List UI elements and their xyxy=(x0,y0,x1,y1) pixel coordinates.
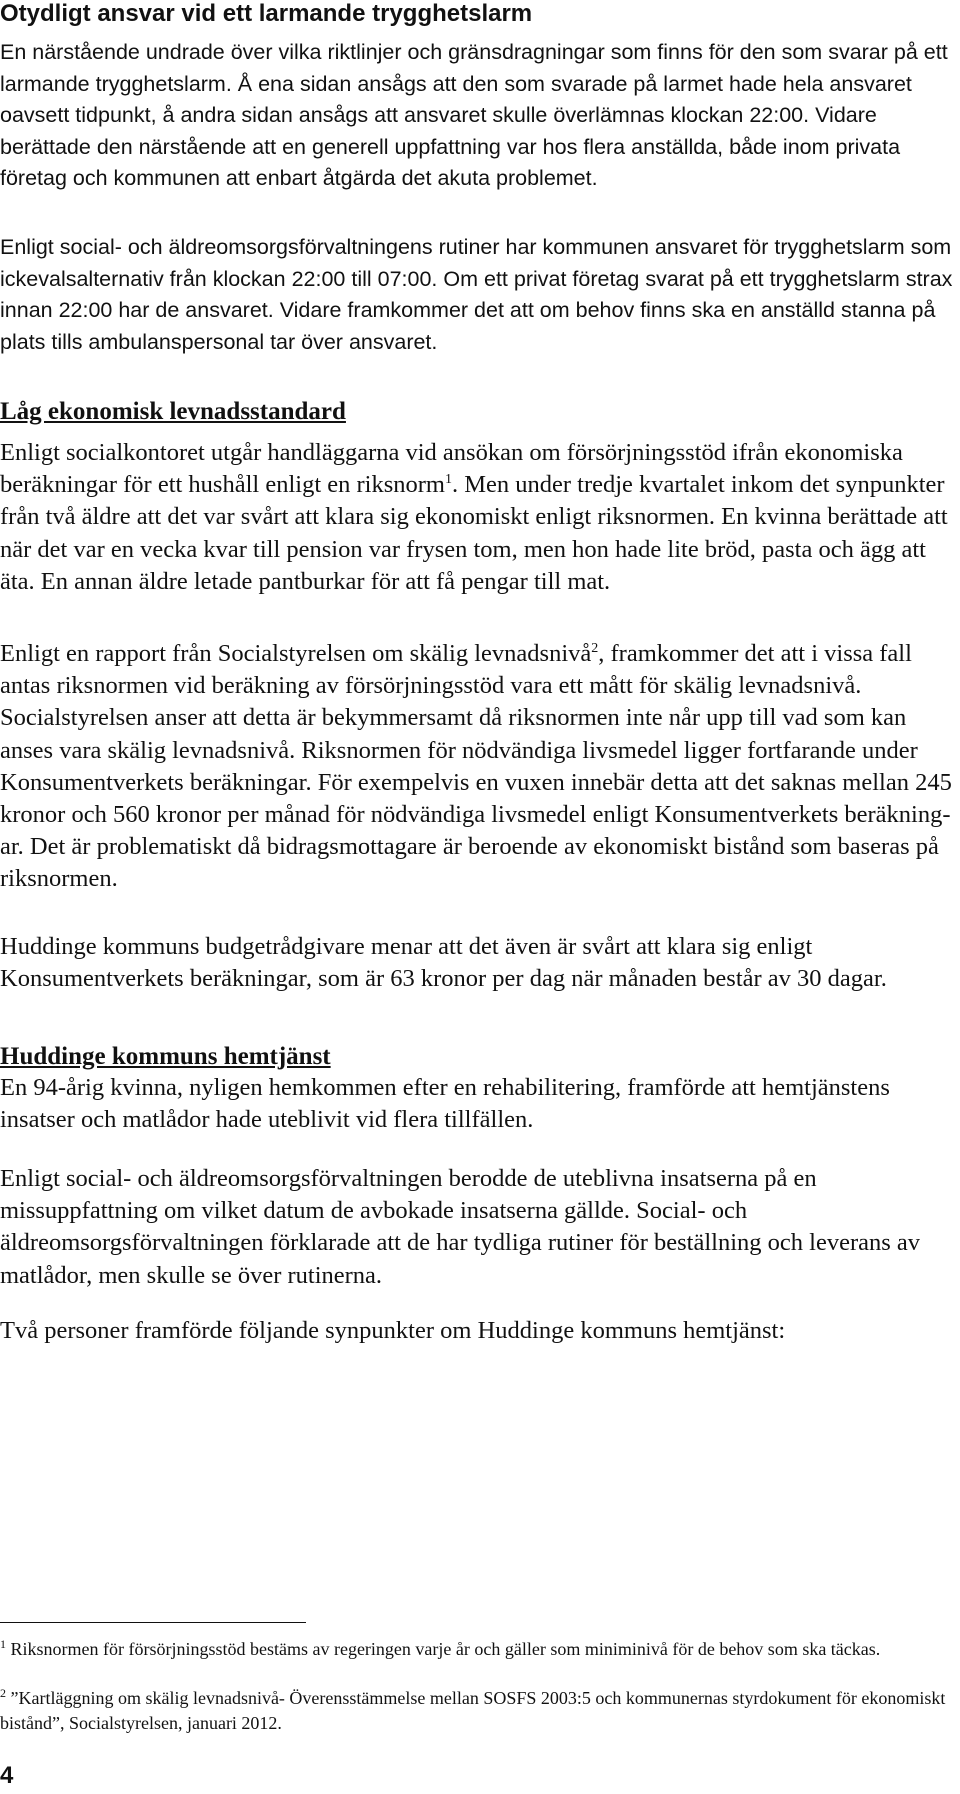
footnote-2 xyxy=(0,1686,955,1735)
section-heading-alarm: Otydligt ansvar vid ett larmande trygghetslarm xyxy=(0,0,533,27)
paragraph-text: . Men under tredje kvartalet inkom det synpunkter från två äldre att det var svårt att klara sig ekonomiskt enligt riksnormen. En kvinna berättade att när det var en vecka kvar till pension var frysen tom, men hon hade lite bröd, pasta och ägg att äta. En annan äldre letade pantburkar för att få pengar till mat. xyxy=(0,471,948,595)
paragraph-text: Enligt en rapport från Socialstyrelsen om skälig levnadsnivå xyxy=(0,640,592,667)
paragraph-homecare-1: En 94-årig kvinna, nyligen hemkommen efter en rehabilitering, framförde att hemtjänstens insatser och matlådor hade uteblivit vid flera tillfällen. xyxy=(0,1074,890,1134)
paragraph-economy-2 xyxy=(0,638,955,896)
paragraph-text: Enligt socialkontoret utgår handläggarna vid ansökan om försörjningsstöd ifrån ekonomiska beräkningar för ett hushåll enligt en riksnorm xyxy=(0,439,903,499)
footnote-text: Riksnormen för försörjningsstöd bestäms av regeringen varje år och gäller som miniminivå för de behov som ska täckas. xyxy=(6,1639,881,1659)
paragraph-homecare-3: Två personer framförde följande synpunkter om Huddinge kommuns hemtjänst: xyxy=(0,1317,786,1344)
footnote-number: 2 xyxy=(0,1686,6,1700)
footnote-separator xyxy=(0,1622,306,1623)
footnote-number: 1 xyxy=(0,1637,6,1651)
paragraph-alarm-2: Enligt social- och äldreomsorgsförvaltningens rutiner har kommunen ansvaret för trygghetslarm som ickevalsalternativ från klockan 22:00 till 07:00. Om ett privat företag svarat på ett trygghetslarm strax innan 22:00 har de ansvaret. Vidare framkommer det att om behov finns ska en anställd stanna på plats tills ambulanspersonal tar över ansvaret. xyxy=(0,235,953,354)
footnote-1 xyxy=(0,1637,955,1662)
page-number: 4 xyxy=(0,1762,14,1789)
footnote-ref: 1 xyxy=(444,472,452,488)
footnote-ref: 2 xyxy=(591,640,599,656)
paragraph-economy-3: Huddinge kommuns budgetrådgivare menar att det även är svårt att klara sig enligt Konsumentverkets beräkningar, som är 63 kronor per dag när månaden består av 30 dagar. xyxy=(0,933,887,993)
paragraph-text: , framkommer det att i vissa fall antas riksnormen vid beräkning av försörjningsstöd vara ett mått för skälig levnadsnivå. Socialstyrelsen anser att detta är bekymmersamt då riksnormen inte når upp till vad som kan anses vara skälig levnadsnivå. Riksnormen för nödvändiga livsmedel ligger fortfarande under Konsumentverkets beräkningar. För exempelvis en vuxen innebär detta att det saknas mellan 245 kronor och 560 kronor per månad för nödvändiga livsmedel enligt Konsumentverkets beräkningar. Det är problematiskt då bidragsmottagare är beroende av ekonomiskt bistånd som baseras på riksnormen. xyxy=(0,640,952,893)
paragraph-economy-1 xyxy=(0,437,955,598)
section-heading-homecare: Huddinge kommuns hemtjänst xyxy=(0,1043,331,1070)
footnote-text: ”Kartläggning om skälig levnadsnivå- Överensstämmelse mellan SOSFS 2003:5 och kommunernas styrdokument för ekonomiskt bistånd”, Socialstyrelsen, januari 2012. xyxy=(0,1688,946,1733)
paragraph-homecare-2: Enligt social- och äldreomsorgsförvaltningen berodde de uteblivna insatserna på en missuppfattning om vilket datum de avbokade insatserna gällde. Social- och äldreomsorgsförvaltningen förklarade att de har tydliga rutiner för beställning och leverans av matlådor, men skulle se över rutinerna. xyxy=(0,1165,921,1289)
paragraph-alarm-1: En närstående undrade över vilka riktlinjer och gränsdragningar som finns för den som svarar på ett larmande trygghetslarm. Å ena sidan ansågs att den som svarade på larmet hade hela ansvaret oavsett tidpunkt, å andra sidan ansågs att ansvaret skulle överlämnas klockan 22:00. Vidare berättade den närstående att en generell uppfattning var hos flera anställda, både inom privata företag och kommunen att enbart åtgärda det akuta problemet. xyxy=(0,40,948,190)
section-heading-economy: Låg ekonomisk levnadsstandard xyxy=(0,398,346,425)
